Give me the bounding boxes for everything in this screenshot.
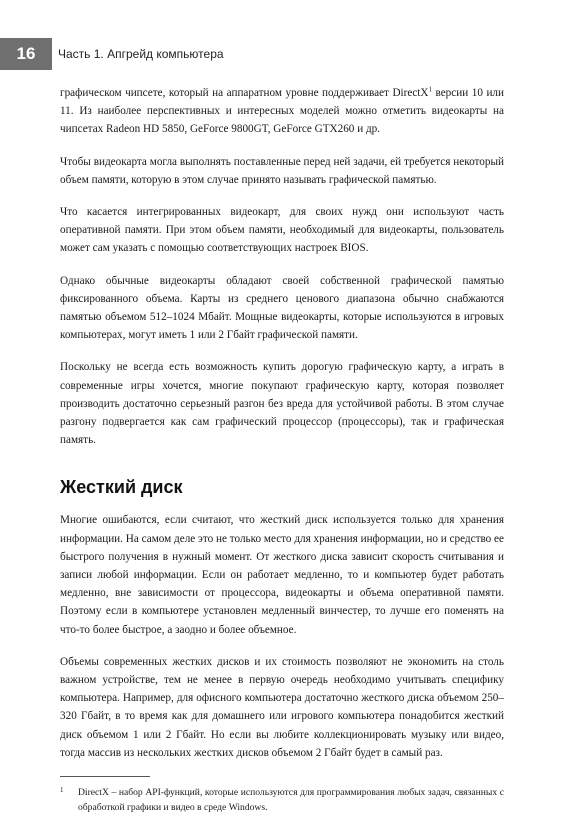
- footnote-text: DirectX – набор API-функций, которые используются для программирования любых задач, связанных с обработкой графики и видео в среде Windows.: [78, 787, 504, 814]
- paragraph-5: Поскольку не всегда есть возможность купить дорогую графическую карту, а играть в современные игры хочется, многие покупают графическую карту, которая позволяет производить достаточно серьезный разгон без вреда для устойчивой работы. В этом случае разгону подвергается как сам графический процессор (процессоры), так и графическая память.: [60, 361, 504, 447]
- footnote: [60, 785, 504, 815]
- section-heading: Жесткий диск: [60, 477, 183, 498]
- running-title: Часть 1. Апгрейд компьютера: [58, 47, 224, 61]
- page-number: 16: [0, 38, 52, 70]
- footnote-mark: 1: [60, 786, 64, 795]
- section-paragraph-1: Многие ошибаются, если считают, что жесткий диск используется только для хранения информации. На самом деле это не только место для хранения информации, но и средство ее быстрого получения в нужный момент. От жесткого диска зависит скорость считывания и записи любой информации. Если он работает медленно, то и компьютер будет работать медленно, вне зависимости от процессора, видеокарты и объема оперативной памяти. Поэтому если в компьютере установлен медленный винчестер, то лучше его поменять на что-то более быстрое, а заодно и более объемное.: [60, 514, 504, 636]
- paragraph-1-rest: версии 10 или 11. Из наиболее перспективных и интересных моделей можно отметить видеокарты на чипсетах Radeon HD 5850, GeForce 9800GT, GeForce GTX260 и др.: [60, 87, 504, 136]
- section-paragraph-2: Объемы современных жестких дисков и их стоимость позволяют не экономить на столь важном устройстве, тем не менее в первую очередь необходимо учитывать специфику компьютера. Например, для офисного компьютера достаточно жесткого диска объемом 250–320 Гбайт, в то время как для домашнего или игрового компьютера понадобится жесткий диск объемом 1 или 2 Гбайт. Но если вы любите коллекционировать музыку или видео, тогда массив из нескольких жестких дисков объемом 2 Гбайт будет в самый раз.: [60, 655, 504, 759]
- paragraph-4: Однако обычные видеокарты обладают своей собственной графической памятью фиксированного объема. Карты из среднего ценового диапазона обычно снабжаются памятью объемом 512–1024 Мбайт. Мощные видеокарты, которые используются в игровых компьютерах, могут иметь 1 или 2 Гбайт графической памяти.: [60, 274, 504, 342]
- paragraph-1: [60, 84, 504, 139]
- paragraph-3: Что касается интегрированных видеокарт, для своих нужд они используют часть оперативной памяти. При этом объем памяти, необходимый для видеокарты, пользователь может сам указать с помощью соответствующих настроек BIOS.: [60, 206, 504, 255]
- paragraph-1-text: графическом чипсете, который на аппаратном уровне поддерживает DirectX: [60, 87, 429, 99]
- footnote-divider: [60, 776, 150, 777]
- page-header: [0, 38, 562, 70]
- page-content: [60, 84, 504, 815]
- paragraph-2: Чтобы видеокарта могла выполнять поставленные перед ней задачи, ей требуется некоторый объем памяти, которую в этом случае принято называть графической памятью.: [60, 155, 504, 186]
- footnote-reference[interactable]: 1: [428, 85, 432, 94]
